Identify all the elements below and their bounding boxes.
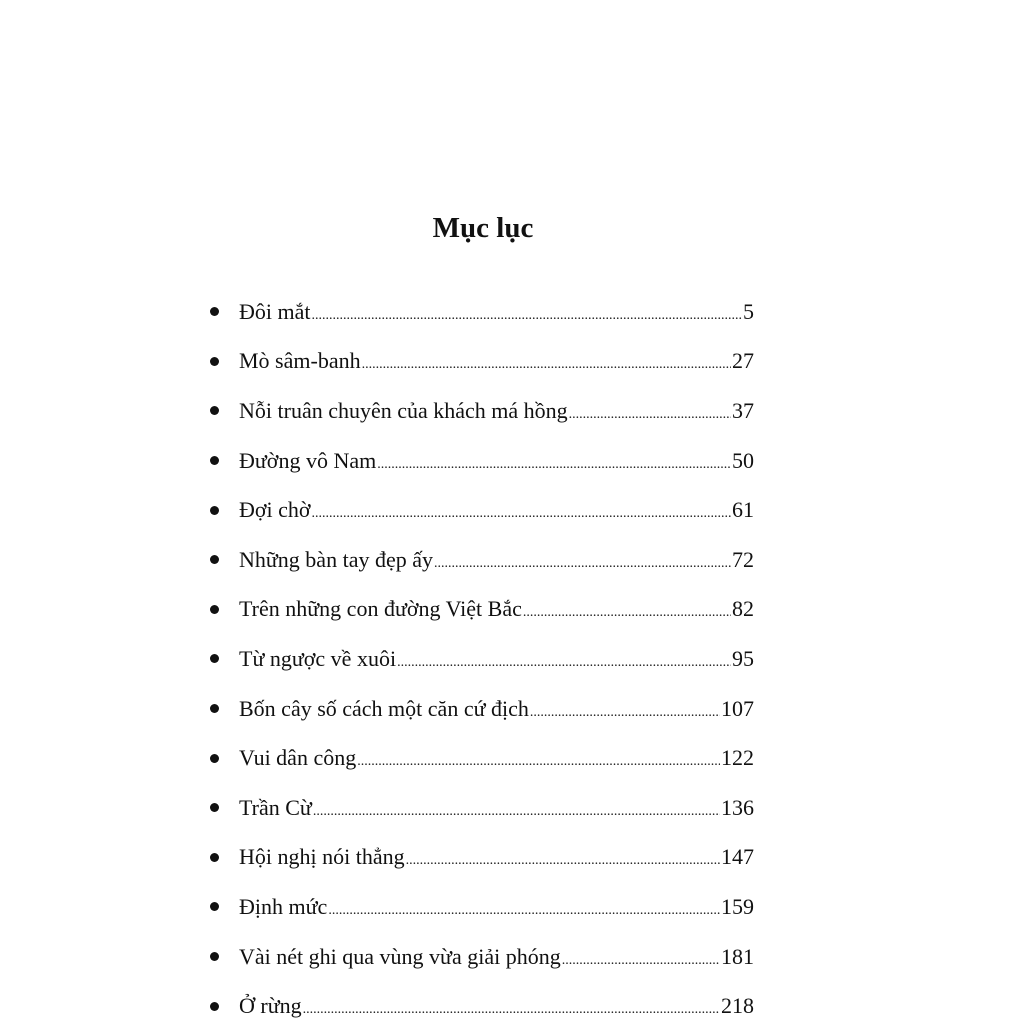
dot-leader — [434, 556, 731, 572]
dot-leader — [406, 853, 720, 869]
toc-entry-title: Ở rừng — [239, 993, 302, 1019]
toc-entry-page: 159 — [721, 893, 754, 919]
page-title: Mục lục — [432, 212, 534, 244]
toc-entry-title: Đường vô Nam — [239, 447, 377, 473]
toc-entry-line — [239, 299, 754, 325]
toc-entry-line — [239, 993, 754, 1019]
bullet-icon — [210, 307, 219, 316]
toc-entry-page: 147 — [721, 844, 754, 870]
toc-entry-page: 95 — [732, 645, 754, 671]
toc-entry-page: 50 — [732, 447, 754, 473]
toc-entry-title: Đôi mắt — [239, 298, 311, 324]
toc-entry-line — [239, 944, 754, 970]
toc-entry-page: 136 — [721, 794, 754, 820]
toc-entry-page: 27 — [732, 348, 754, 374]
toc-entry-page: 122 — [721, 745, 754, 771]
toc-entry-line — [239, 398, 754, 424]
toc-entry-page: 61 — [732, 497, 754, 523]
toc-entry-title: Trần Cừ — [239, 794, 312, 820]
bullet-icon — [210, 853, 219, 862]
toc-entry-line — [239, 547, 754, 573]
bullet-icon — [210, 406, 219, 415]
bullet-icon — [210, 456, 219, 465]
bullet-icon — [210, 803, 219, 812]
toc-entry-title: Đợi chờ — [239, 497, 311, 523]
dot-leader — [357, 754, 720, 770]
toc-entry-title: Định mức — [239, 893, 328, 919]
toc-entry — [208, 535, 754, 585]
dot-leader — [569, 407, 731, 423]
toc-entry-page: 218 — [721, 993, 754, 1019]
bullet-icon — [210, 902, 219, 911]
dot-leader — [312, 506, 731, 522]
toc-entry — [208, 386, 754, 436]
toc-entry-line — [239, 795, 754, 821]
toc-entry-line — [239, 844, 754, 870]
dot-leader — [530, 705, 720, 721]
toc-entry-line — [239, 596, 754, 622]
toc-entry — [208, 833, 754, 883]
bullet-icon — [210, 704, 219, 713]
bullet-icon — [210, 654, 219, 663]
toc-entry-page: 37 — [732, 397, 754, 423]
dot-leader — [328, 903, 720, 919]
toc-entry-title: Hội nghị nói thẳng — [239, 844, 405, 870]
toc-entry — [208, 932, 754, 982]
toc-entry-page: 181 — [721, 943, 754, 969]
bullet-icon — [210, 605, 219, 614]
bullet-icon — [210, 555, 219, 564]
toc-entry — [208, 684, 754, 734]
bullet-icon — [210, 754, 219, 763]
toc-entry-title: Mò sâm-banh — [239, 348, 361, 374]
bullet-icon — [210, 1002, 219, 1011]
toc-entry — [208, 733, 754, 783]
table-of-contents — [208, 287, 754, 1031]
toc-entry — [208, 783, 754, 833]
toc-entry-title: Vài nét ghi qua vùng vừa giải phóng — [239, 943, 561, 969]
dot-leader — [562, 953, 720, 969]
toc-entry — [208, 981, 754, 1031]
toc-entry-title: Vui dân công — [239, 745, 357, 771]
toc-entry-title: Trên những con đường Việt Bắc — [239, 596, 522, 622]
toc-entry-line — [239, 894, 754, 920]
toc-entry-line — [239, 348, 754, 374]
dot-leader — [377, 457, 731, 473]
toc-entry-line — [239, 646, 754, 672]
toc-entry — [208, 882, 754, 932]
toc-entry-title: Những bàn tay đẹp ấy — [239, 546, 433, 572]
dot-leader — [523, 605, 731, 621]
toc-entry — [208, 634, 754, 684]
toc-entry-title: Bốn cây số cách một căn cứ địch — [239, 695, 529, 721]
toc-entry-title: Từ ngược về xuôi — [239, 645, 397, 671]
dot-leader — [397, 655, 731, 671]
toc-entry-page: 107 — [721, 695, 754, 721]
toc-entry — [208, 337, 754, 387]
toc-entry-page: 82 — [732, 596, 754, 622]
toc-entry-page: 72 — [732, 546, 754, 572]
bullet-icon — [210, 952, 219, 961]
bullet-icon — [210, 357, 219, 366]
dot-leader — [313, 804, 720, 820]
toc-entry-line — [239, 497, 754, 523]
toc-entry — [208, 485, 754, 535]
dot-leader — [303, 1002, 720, 1018]
toc-entry-page: 5 — [743, 298, 754, 324]
toc-entry-line — [239, 745, 754, 771]
toc-entry — [208, 585, 754, 635]
toc-entry-line — [239, 448, 754, 474]
toc-entry — [208, 436, 754, 486]
toc-entry-title: Nỗi truân chuyên của khách má hồng — [239, 397, 568, 423]
dot-leader — [362, 357, 731, 373]
dot-leader — [312, 308, 743, 324]
toc-entry — [208, 287, 754, 337]
bullet-icon — [210, 506, 219, 515]
toc-entry-line — [239, 696, 754, 722]
